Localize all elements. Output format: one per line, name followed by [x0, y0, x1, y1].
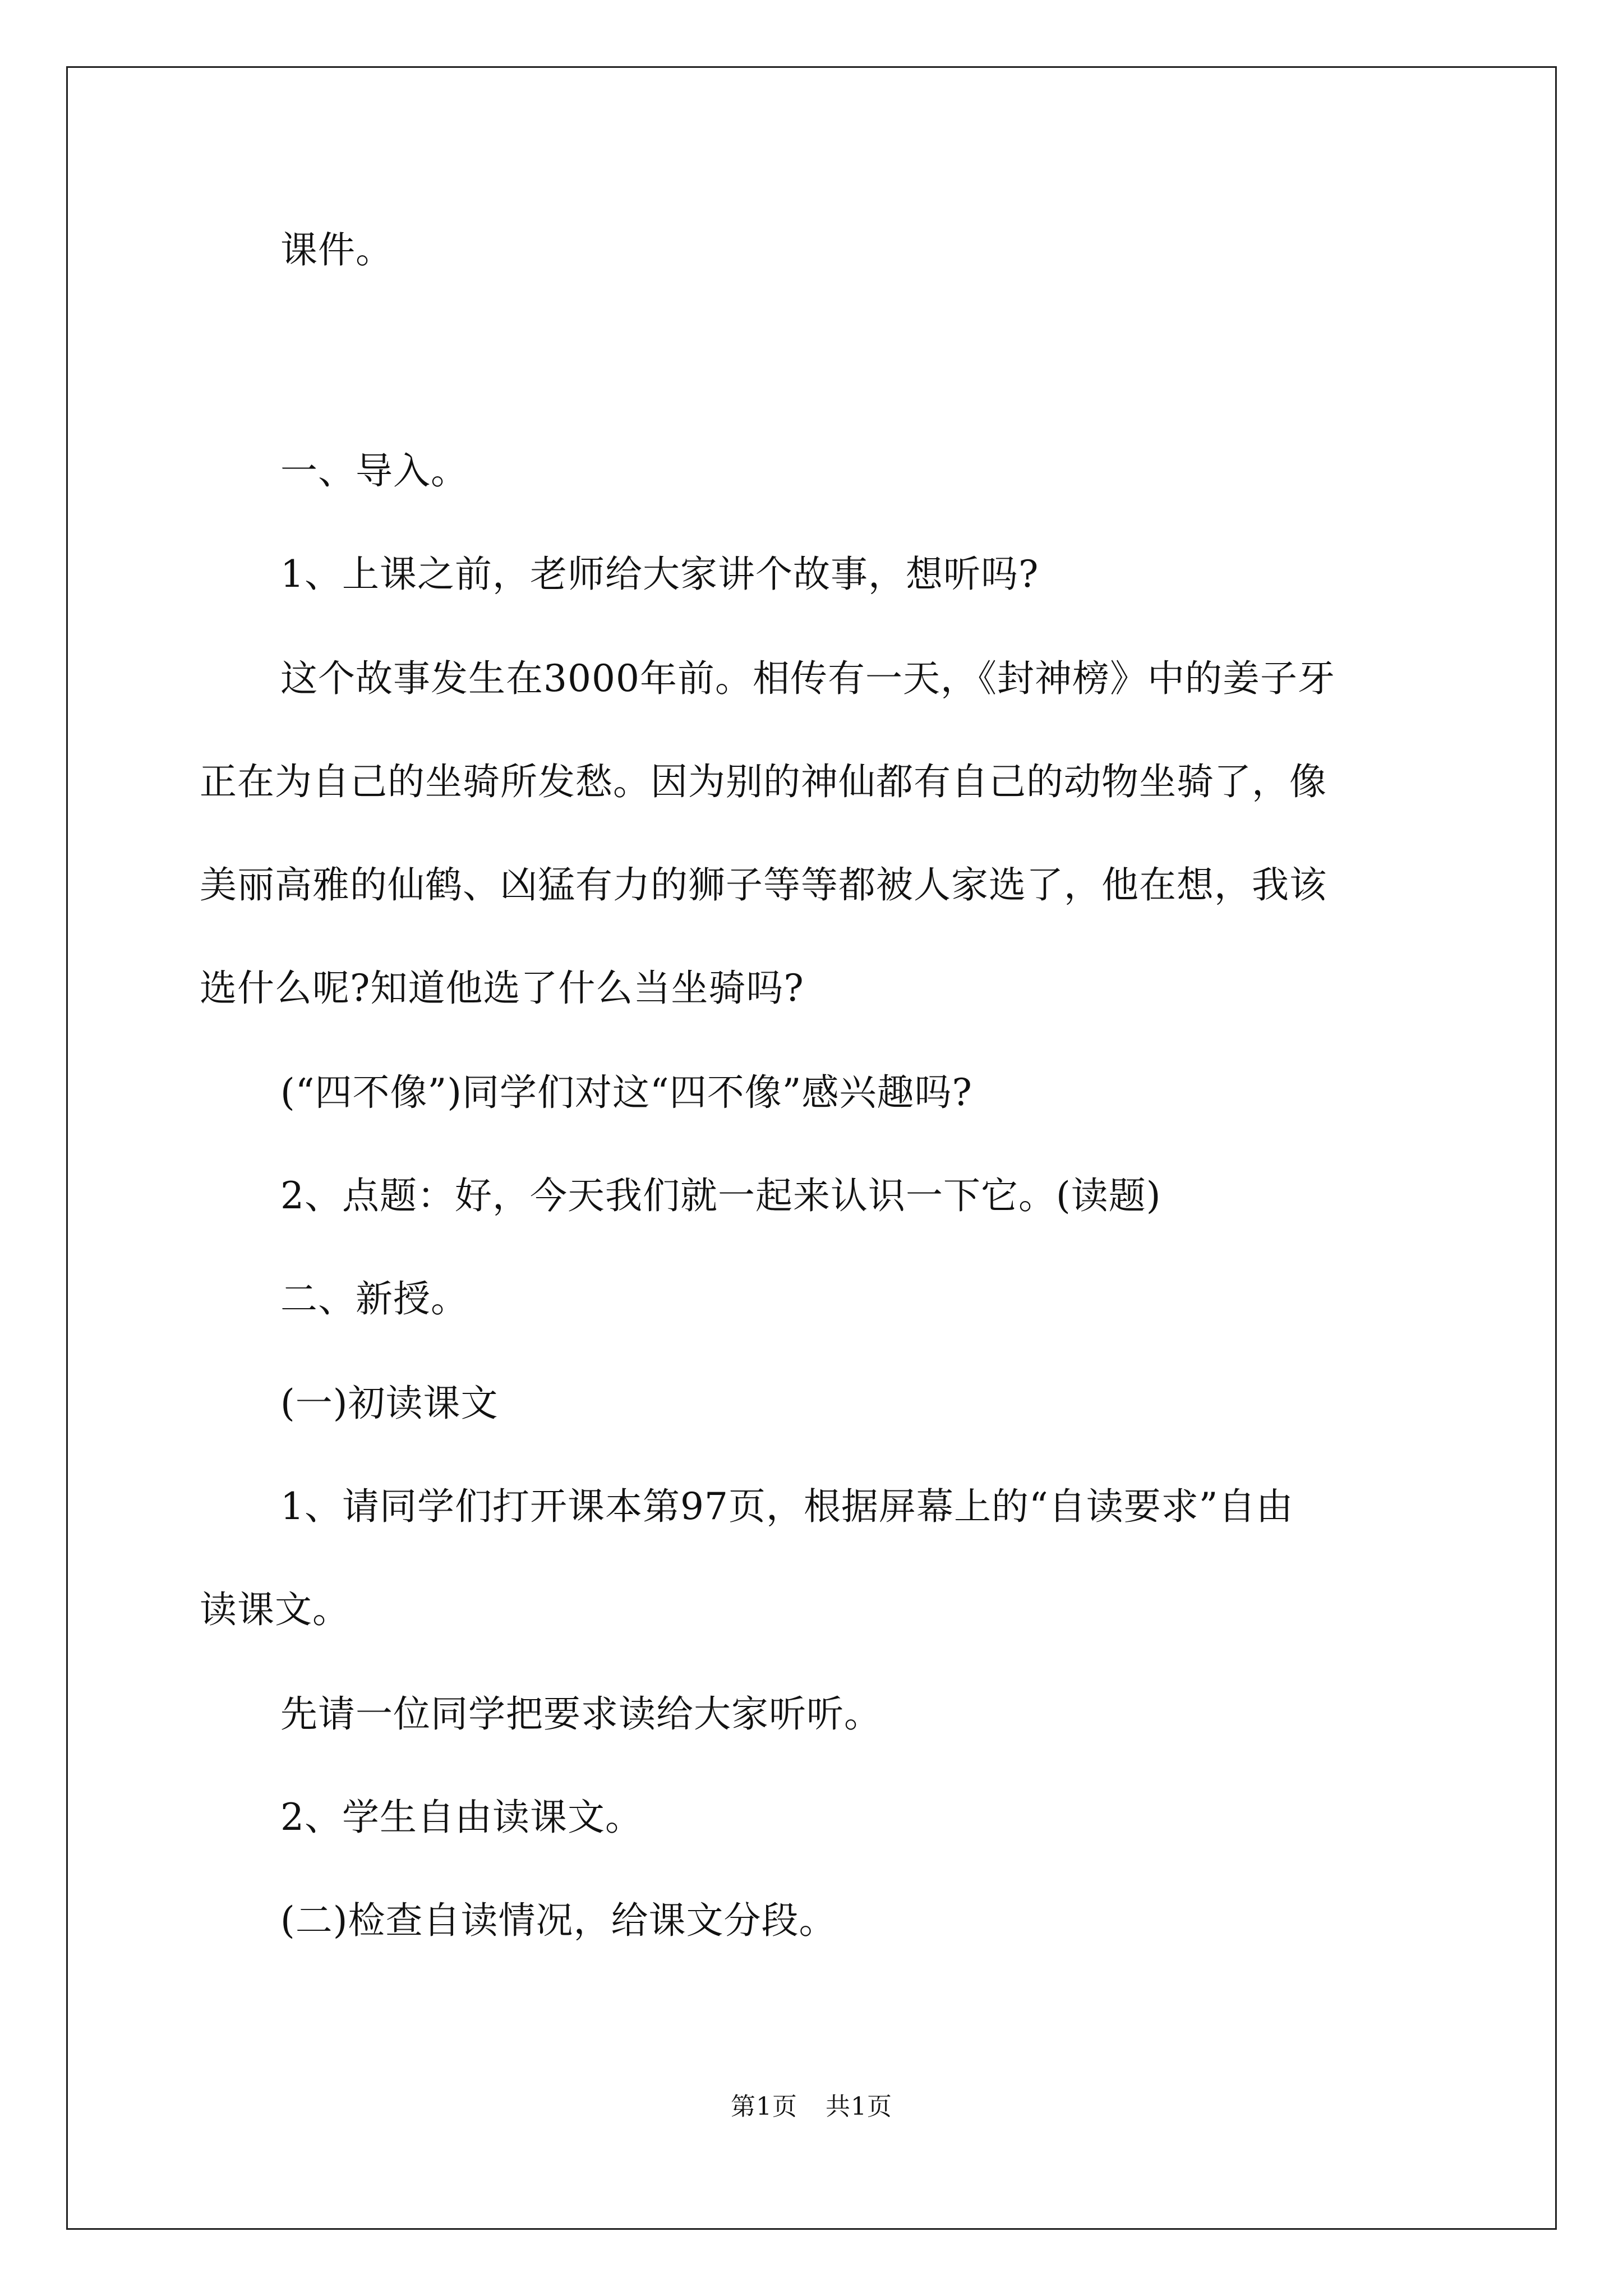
page-footer: [0, 2090, 1623, 2124]
subheading-check-reading: (二)检查自读情况，给课文分段。: [280, 1899, 837, 1942]
paragraph-story-line-3: 美丽高雅的仙鹤、凶猛有力的狮子等等都被人家选了，他在想，我该: [200, 863, 1327, 907]
paragraph-read-requirement-line-1: 1、请同学们打开课本第97页，根据屏幕上的“自读要求”自由: [280, 1485, 1294, 1528]
paragraph-read-aloud: 先请一位同学把要求读给大家听听。: [280, 1692, 882, 1736]
section-heading-intro: 一、导入。: [280, 449, 468, 493]
paragraph-story-line-2: 正在为自己的坐骑所发愁。因为别的神仙都有自己的动物坐骑了，像: [200, 760, 1327, 803]
paragraph-step-1: 1、上课之前，老师给大家讲个故事，想听吗?: [280, 553, 1039, 596]
paragraph-step-2: 2、点题：好，今天我们就一起来认识一下它。(读题): [280, 1174, 1161, 1217]
paragraph-free-read: 2、学生自由读课文。: [280, 1796, 643, 1839]
paragraph-four-unlike: (“四不像”)同学们对这“四不像”感兴趣吗?: [280, 1071, 972, 1114]
section-heading-new: 二、新授。: [280, 1277, 468, 1320]
paragraph-read-requirement-line-2: 读课文。: [200, 1588, 350, 1631]
page-number: 第1页: [731, 2092, 797, 2121]
paragraph-story-line-4: 选什么呢?知道他选了什么当坐骑吗?: [200, 967, 804, 1010]
subheading-first-read: (一)初读课文: [280, 1382, 499, 1425]
paragraph-story-line-1: 这个故事发生在3000年前。相传有一天，《封神榜》中的姜子牙: [280, 657, 1335, 700]
paragraph-courseware: 课件。: [280, 228, 393, 272]
page-total: 共1页: [826, 2092, 892, 2121]
